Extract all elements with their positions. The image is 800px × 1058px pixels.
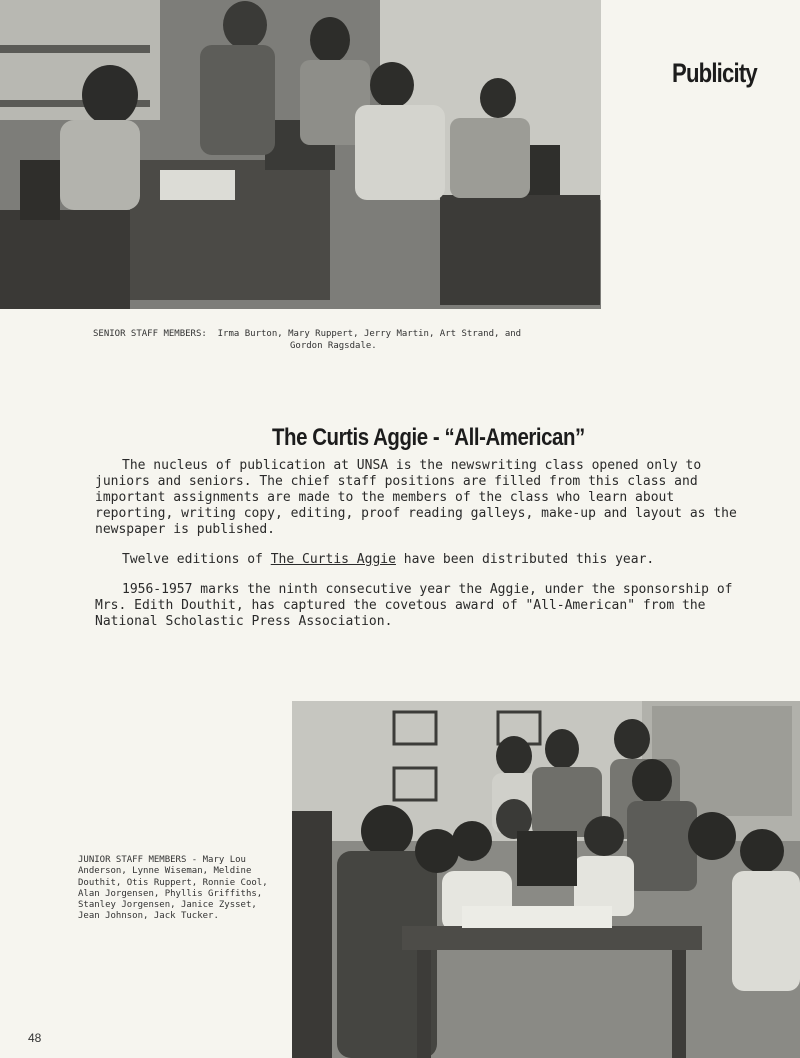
senior-staff-caption xyxy=(93,328,563,352)
senior-staff-caption-names-cont: Gordon Ragsdale. xyxy=(290,341,377,351)
article-body xyxy=(95,458,745,644)
newspaper-title: The Curtis Aggie xyxy=(270,552,396,567)
junior-staff-caption: JUNIOR STAFF MEMBERS - Mary Lou Anderson, Lynne Wiseman, Meldine Douthit, Otis Ruppert, Ronnie Cool, Alan Jorgensen, Phyllis Griffiths, Stanley Jorgensen, Janice Zysset, Jean Johnson, Jack Tucker. xyxy=(78,855,268,922)
paragraph-2-start: Twelve editions of xyxy=(122,552,263,567)
senior-staff-caption-names: Irma Burton, Mary Ruppert, Jerry Martin, Art Strand, and xyxy=(217,329,522,339)
article-paragraph-2 xyxy=(95,552,745,568)
section-title: Publicity xyxy=(672,58,757,88)
article-paragraph-1: The nucleus of publication at UNSA is the newswriting class opened only to juniors and seniors. The chief staff positions are filled from this class and important assignments are made to the members of the class who learn about reporting, writing copy, editing, proof reading galleys, make-up and layout as the newspaper is published. xyxy=(95,458,737,537)
article-paragraph-3: 1956-1957 marks the ninth consecutive year the Aggie, under the sponsorship of Mrs. Edith Douthit, has captured the covetous award of "All-American" from the National Scholastic Press Association. xyxy=(95,582,733,629)
senior-staff-caption-label: SENIOR STAFF MEMBERS: xyxy=(93,329,207,339)
page-number: 48 xyxy=(28,1031,42,1045)
article-headline: The Curtis Aggie - “All-American” xyxy=(272,424,585,451)
junior-staff-photo xyxy=(292,701,800,1058)
senior-staff-photo xyxy=(0,0,601,309)
paragraph-2-end: have been distributed this year. xyxy=(403,552,655,567)
